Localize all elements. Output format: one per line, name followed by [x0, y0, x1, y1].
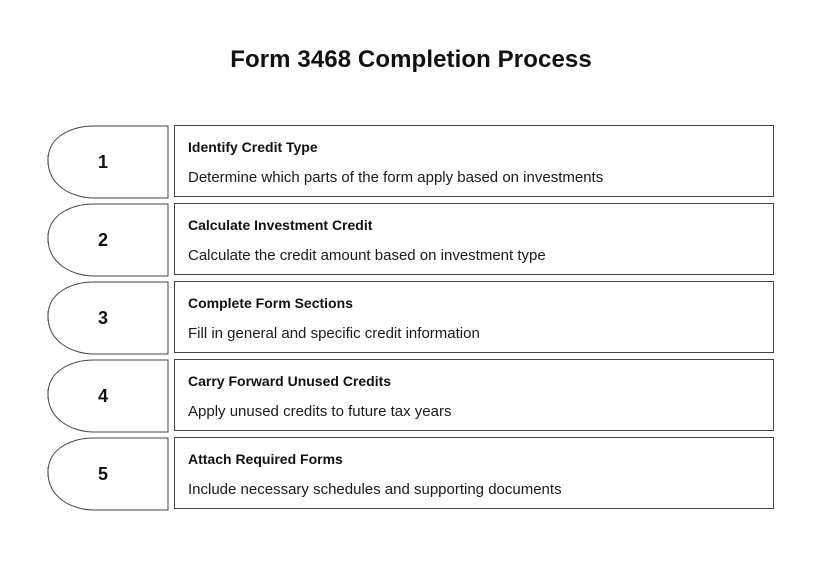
step-card — [174, 359, 774, 431]
step-card — [174, 437, 774, 509]
step-1 — [0, 125, 822, 199]
step-5 — [0, 437, 822, 511]
step-description: Include necessary schedules and supporting documents — [188, 481, 562, 498]
step-description: Determine which parts of the form apply based on investments — [188, 169, 604, 186]
step-card — [174, 125, 774, 197]
step-description: Fill in general and specific credit information — [188, 325, 480, 342]
step-title: Calculate Investment Credit — [188, 217, 373, 233]
step-2 — [0, 203, 822, 277]
step-number: 5 — [97, 464, 108, 484]
step-number: 2 — [97, 230, 108, 250]
step-4 — [0, 359, 822, 433]
step-title: Carry Forward Unused Credits — [188, 373, 392, 389]
step-description: Apply unused credits to future tax years — [188, 403, 452, 420]
step-description: Calculate the credit amount based on investment type — [188, 247, 546, 264]
step-title: Complete Form Sections — [188, 295, 353, 311]
step-title: Attach Required Forms — [188, 451, 343, 467]
step-3 — [0, 281, 822, 355]
step-number: 3 — [97, 308, 108, 328]
diagram-title: Form 3468 Completion Process — [230, 46, 592, 73]
step-title: Identify Credit Type — [188, 139, 318, 155]
step-number: 4 — [97, 386, 108, 406]
step-number: 1 — [97, 152, 108, 172]
step-card — [174, 281, 774, 353]
step-card — [174, 203, 774, 275]
